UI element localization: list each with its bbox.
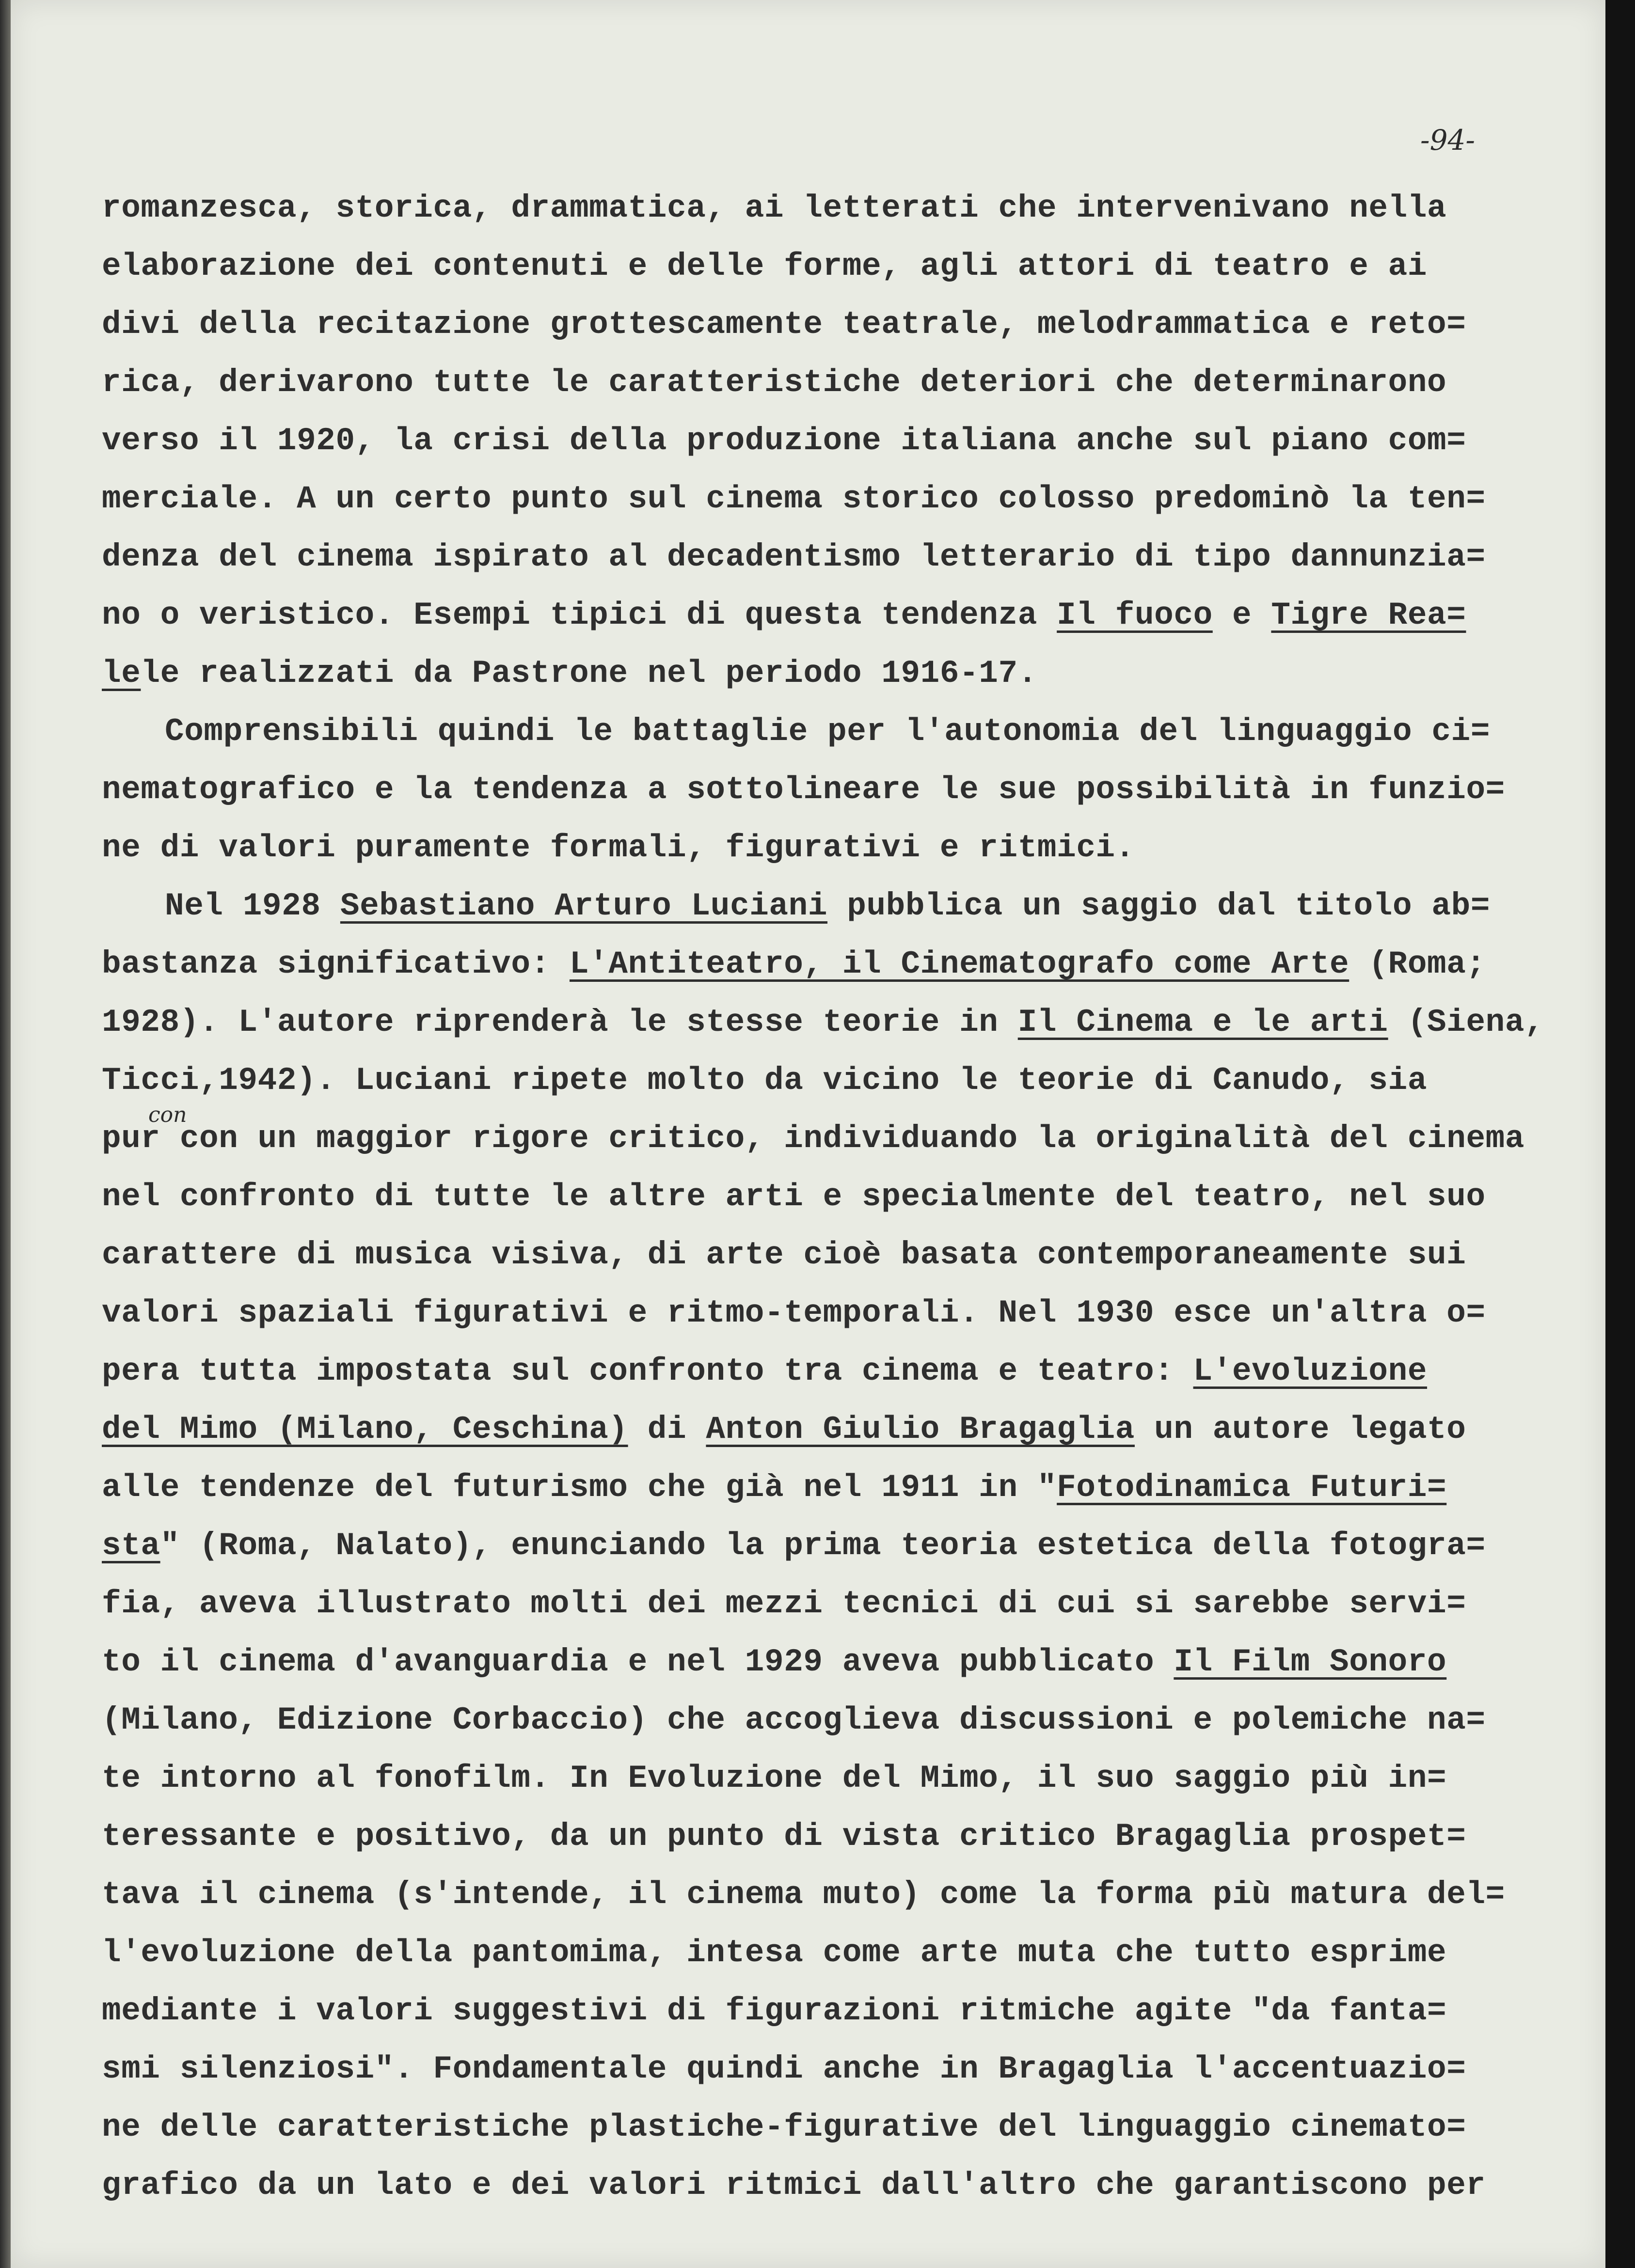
text-run: alle tendenze del futurismo che già nel 1911 in " — [102, 1469, 1057, 1506]
text-line: mediante i valori suggestivi di figurazioni ritmiche agite "da fanta= — [102, 1993, 1447, 2029]
text-run: " (Roma, Nalato), enunciando la prima teoria estetica della fotogra= — [160, 1528, 1486, 1564]
text-line: elaborazione dei contenuti e delle forme, agli attori di teatro e ai — [102, 248, 1428, 284]
text-line: l'evoluzione della pantomima, intesa come arte muta che tutto esprime — [102, 1935, 1447, 1971]
scan-right-edge — [1605, 0, 1635, 2268]
text-run: Nel 1928 — [165, 888, 340, 924]
text-run: (Siena, — [1388, 1004, 1544, 1040]
text-line: smi silenziosi". Fondamentale quindi anche in Bragaglia l'accentuazio= — [102, 2051, 1466, 2087]
book-title: Fotodinamica Futuri= — [1057, 1469, 1447, 1506]
film-title: le — [102, 655, 141, 692]
page-number: -94- — [1420, 124, 1475, 157]
text-line: romanzesca, storica, drammatica, ai letterati che intervenivano nella — [102, 190, 1447, 226]
text-line: verso il 1920, la crisi della produzione italiana anche sul piano com= — [102, 423, 1466, 459]
text-line: divi della recitazione grottescamente teatrale, melodrammatica e reto= — [102, 306, 1466, 343]
text-run: di — [628, 1411, 706, 1448]
author-name: Anton Giulio Bragaglia — [706, 1411, 1135, 1448]
film-title: Il fuoco — [1057, 597, 1213, 633]
text-line — [102, 1401, 1556, 1459]
text-line: merciale. A un certo punto sul cinema storico colosso predominò la ten= — [102, 481, 1486, 517]
text-line: grafico da un lato e dei valori ritmici dall'altro che garantiscono per — [102, 2167, 1486, 2204]
text-run: bastanza significativo: — [102, 946, 570, 982]
author-name: Sebastiano Arturo Luciani — [340, 888, 828, 924]
text-line: pur con un maggior rigore critico, individuando la originalità del cinema — [102, 1120, 1525, 1157]
text-line: ne di valori puramente formali, figurativi e ritmici. — [102, 830, 1135, 866]
book-title: del Mimo (Milano, Ceschina) — [102, 1411, 628, 1448]
book-title: sta — [102, 1528, 160, 1564]
book-title: Il Film Sonoro — [1174, 1644, 1447, 1680]
text-run: 1928). L'autore riprenderà le stesse teorie in — [102, 1004, 1018, 1040]
text-line — [102, 1517, 1556, 1575]
book-title: Il Cinema e le arti — [1017, 1004, 1388, 1040]
text-line: teressante e positivo, da un punto di vista critico Bragaglia prospet= — [102, 1818, 1466, 1855]
text-line: te intorno al fonofilm. In Evoluzione del Mimo, il suo saggio più in= — [102, 1760, 1447, 1796]
text-line — [102, 935, 1556, 993]
text-run: e — [1212, 597, 1271, 633]
book-title: L'Antiteatro, il Cinematografo come Arte — [569, 946, 1349, 982]
text-line: nel confronto di tutte le altre arti e specialmente del teatro, nel suo — [102, 1179, 1486, 1215]
text-run: pera tutta impostata sul confronto tra cinema e teatro: — [102, 1353, 1193, 1389]
text-line: rica, derivarono tutte le caratteristiche deteriori che determinarono — [102, 364, 1447, 401]
text-line — [102, 877, 1556, 935]
text-line: denza del cinema ispirato al decadentismo letterario di tipo dannunzia= — [102, 539, 1486, 575]
text-line: ne delle caratteristiche plastiche-figurative del linguaggio cinemato= — [102, 2109, 1466, 2145]
text-line: valori spaziali figurativi e ritmo-temporali. Nel 1930 esce un'altra o= — [102, 1295, 1486, 1331]
text-run: pubblica un saggio dal titolo ab= — [827, 888, 1491, 924]
text-line — [102, 993, 1556, 1052]
text-run: to il cinema d'avanguardia e nel 1929 aveva pubblicato — [102, 1644, 1174, 1680]
handwritten-insertion: con — [148, 1102, 187, 1127]
text-line: Ticci,1942). Luciani ripete molto da vicino le teorie di Canudo, sia — [102, 1062, 1428, 1099]
text-line: nematografico e la tendenza a sottolineare le sue possibilità in funzio= — [102, 772, 1505, 808]
text-line — [102, 645, 1556, 703]
text-run: un autore legato — [1134, 1411, 1466, 1448]
text-run: (Roma; — [1349, 946, 1486, 982]
text-line: fia, aveva illustrato molti dei mezzi tecnici di cui si sarebbe servi= — [102, 1586, 1466, 1622]
film-title: Tigre Rea= — [1271, 597, 1466, 633]
text-run: no o veristico. Esempi tipici di questa tendenza — [102, 597, 1057, 633]
text-line: (Milano, Edizione Corbaccio) che accoglieva discussioni e polemiche na= — [102, 1702, 1486, 1738]
text-line: tava il cinema (s'intende, il cinema muto) come la forma più matura del= — [102, 1876, 1505, 1913]
text-run: le realizzati da Pastrone nel periodo 1916-17. — [141, 655, 1037, 692]
body-text — [102, 179, 1556, 2215]
text-line — [102, 1459, 1556, 1517]
scan-left-edge — [0, 0, 11, 2268]
text-line: Comprensibili quindi le battaglie per l'autonomia del linguaggio ci= — [165, 713, 1491, 750]
text-line — [102, 1342, 1556, 1401]
text-line — [102, 586, 1556, 645]
text-line: carattere di musica visiva, di arte cioè basata contemporaneamente sui — [102, 1237, 1466, 1273]
book-title: L'evoluzione — [1193, 1353, 1428, 1389]
text-line — [102, 1633, 1556, 1691]
